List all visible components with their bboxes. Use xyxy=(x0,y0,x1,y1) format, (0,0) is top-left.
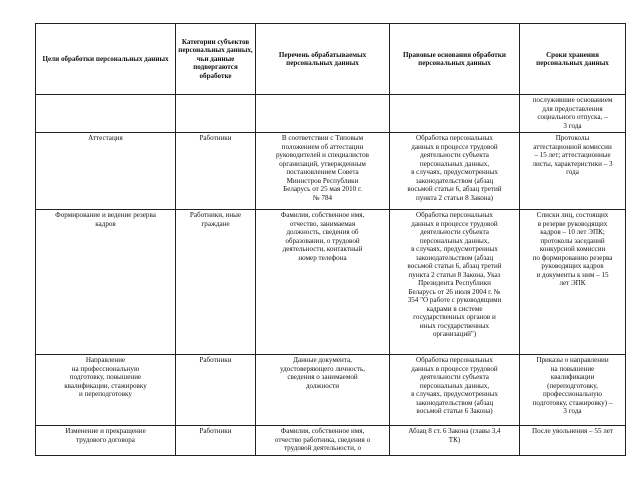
cell-purpose xyxy=(36,95,176,133)
cell-data-list: Данные документа, удостоверяющего личность, сведения о занимаемой должности xyxy=(256,355,390,426)
table-header-row xyxy=(36,24,626,95)
header-data-list: Перечень обрабатываемых персональных данных xyxy=(256,24,390,95)
table-row xyxy=(36,133,626,210)
cell-data-list: В соответствии с Типовым положением об аттестации руководителей и специалистов организаций, утвержденным постановлением Совета Министров Республики Беларусь от 25 мая 2010 г. № 784 xyxy=(256,133,390,210)
cell-data-list xyxy=(256,95,390,133)
table-row xyxy=(36,355,626,426)
cell-data-list: Фамилия, собственное имя, отчество работника, сведения о трудовой деятельности, о xyxy=(256,426,390,456)
cell-retention: Протоколы аттестационной комиссии – 15 лет; аттестационные листы, характеристики – 3 года xyxy=(520,133,626,210)
personal-data-processing-table xyxy=(35,23,626,456)
cell-legal-basis: Абзац 8 ст. 6 Закона (главы 3,4 ТК) xyxy=(390,426,520,456)
header-processing-purposes: Цели обработки персональных данных xyxy=(36,24,176,95)
cell-retention: После увольнения – 55 лет xyxy=(520,426,626,456)
cell-subjects: Работники xyxy=(176,355,256,426)
table-row xyxy=(36,210,626,355)
cell-legal-basis: Обработка персональных данных в процессе трудовой деятельности субъекта персональных данных, в случаях, предусмотренных законодательством (абзац восьмой статьи 6 Закона) xyxy=(390,355,520,426)
cell-retention: послужившие основанием для предоставления социального отпуска, – 3 года xyxy=(520,95,626,133)
cell-legal-basis: Обработка персональных данных в процессе трудовой деятельности субъекта персональных данных, в случаях, предусмотренных законодательством (абзац восьмой статьи 6, абзац третий пункта 2 статьи 8 Закона, Указ Президента Республики Беларусь от 26 июля 2004 г. № 354 "О работе с руководящими кадрами в системе государственных органов и иных государственных организаций") xyxy=(390,210,520,355)
cell-purpose: Формирование и ведение резерва кадров xyxy=(36,210,176,355)
table-row xyxy=(36,426,626,456)
cell-subjects: Работники xyxy=(176,133,256,210)
document-page xyxy=(35,23,625,456)
cell-subjects: Работники, иные граждане xyxy=(176,210,256,355)
cell-purpose: Аттестация xyxy=(36,133,176,210)
cell-subjects: Работники xyxy=(176,426,256,456)
table-row xyxy=(36,95,626,133)
header-legal-basis: Правовые основания обработки персональных данных xyxy=(390,24,520,95)
cell-retention: Приказы о направлении на повышение квалификации (переподготовку, профессиональную подготовку, стажировку) – 3 года xyxy=(520,355,626,426)
cell-legal-basis xyxy=(390,95,520,133)
cell-legal-basis: Обработка персональных данных в процессе трудовой деятельности субъекта персональных данных, в случаях, предусмотренных законодательством (абзац восьмой статьи 6, абзац третий пункта 2 статьи 8 Закона) xyxy=(390,133,520,210)
cell-data-list: Фамилия, собственное имя, отчество, занимаемая должность, сведения об образовании, о трудовой деятельности, контактный номер телефона xyxy=(256,210,390,355)
cell-retention: Списки лиц, состоящих в резерве руководящих кадров – 10 лет ЭПК; протоколы заседаний конкурсной комиссии по формированию резерва руководящих кадров и документы к ним – 15 лет ЭПК xyxy=(520,210,626,355)
header-subject-categories: Категории субъектов персональных данных, чьи данные подвергаются обработке xyxy=(176,24,256,95)
cell-purpose: Направление на профессиональную подготовку, повышение квалификации, стажировку и переподготовку xyxy=(36,355,176,426)
cell-purpose: Изменение и прекращение трудового договора xyxy=(36,426,176,456)
cell-subjects xyxy=(176,95,256,133)
header-retention-periods: Сроки хранения персональных данных xyxy=(520,24,626,95)
